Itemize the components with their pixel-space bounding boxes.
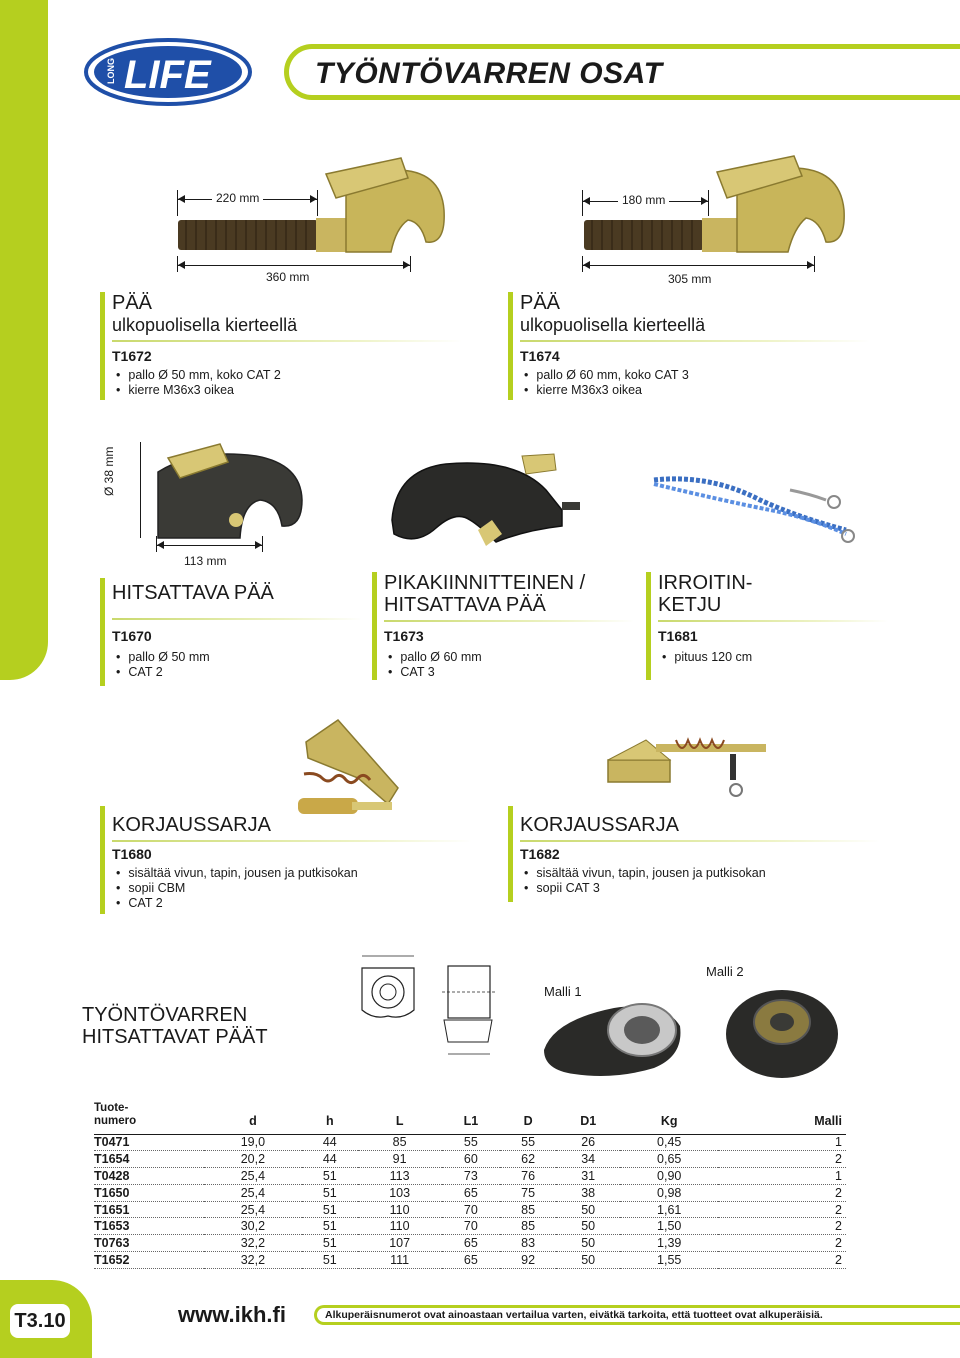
feature-list	[116, 368, 281, 398]
dimension-label: 113 mm	[180, 554, 230, 568]
table-cell: 51	[302, 1168, 358, 1185]
table-row	[94, 1235, 846, 1252]
divider	[520, 840, 880, 842]
table-row	[94, 1218, 846, 1235]
table-cell: 1,50	[620, 1218, 718, 1235]
table-cell: 76	[500, 1168, 556, 1185]
column-header: D	[500, 1096, 556, 1134]
product-code: T1680	[112, 846, 152, 862]
column-header: Kg	[620, 1096, 718, 1134]
feature-list	[116, 866, 358, 911]
table-cell: 1,61	[620, 1201, 718, 1218]
table-cell: 2	[718, 1151, 846, 1168]
table-cell: 25,4	[204, 1201, 302, 1218]
product-heading	[112, 292, 297, 336]
column-header: D1	[556, 1096, 620, 1134]
table-cell: 51	[302, 1235, 358, 1252]
table-row	[94, 1184, 846, 1201]
table-cell: 2	[718, 1252, 846, 1269]
table-cell: 0,90	[620, 1168, 718, 1185]
accent-bar	[372, 572, 377, 680]
table-cell: 0,98	[620, 1184, 718, 1201]
table-cell: 1,39	[620, 1235, 718, 1252]
product-card-t1672	[100, 292, 460, 400]
table-cell: 50	[556, 1218, 620, 1235]
table-cell: 44	[302, 1134, 358, 1151]
accent-bar	[100, 578, 105, 686]
table-cell: 50	[556, 1235, 620, 1252]
product-card-t1682	[508, 806, 878, 914]
product-card-t1681	[646, 572, 886, 680]
product-heading-line1: PIKAKIINNITTEINEN /	[384, 572, 586, 594]
feature-item: • sopii CAT 3	[524, 881, 766, 896]
product-code: T1670	[112, 628, 152, 644]
accent-bar	[646, 572, 651, 680]
product-heading-sub: ulkopuolisella kierteellä	[520, 315, 706, 335]
table-cell: 1,55	[620, 1252, 718, 1269]
logo-text-life: LIFE	[124, 53, 211, 97]
table-row	[94, 1151, 846, 1168]
product-number-cell: T0428	[94, 1168, 204, 1185]
dim-tick	[262, 536, 263, 552]
feature-list	[524, 866, 766, 896]
feature-item: • pituus 120 cm	[662, 650, 752, 665]
dim-tick	[708, 190, 709, 216]
dimension-line	[178, 265, 410, 266]
product-code: T1674	[520, 348, 560, 364]
dim-tick	[177, 190, 178, 216]
product-number-cell: T1654	[94, 1151, 204, 1168]
table-cell: 34	[556, 1151, 620, 1168]
product-heading-main: HITSATTAVA PÄÄ	[112, 582, 274, 604]
logo-text-long: LONG	[106, 58, 116, 84]
feature-list	[388, 650, 482, 680]
quick-hitch-hook-image	[386, 450, 586, 550]
table-body	[94, 1134, 846, 1268]
section-title-line2: HITSATTAVAT PÄÄT	[82, 1026, 268, 1048]
page-title: TYÖNTÖVARREN OSAT	[315, 57, 663, 90]
table-cell: 70	[442, 1218, 501, 1235]
table-cell: 70	[442, 1201, 501, 1218]
feature-item: • CAT 3	[388, 665, 482, 680]
dimension-label: 360 mm	[262, 270, 313, 284]
product-code: T1673	[384, 628, 424, 644]
column-header: L	[358, 1096, 442, 1134]
table-cell: 85	[358, 1134, 442, 1151]
feature-item: • sopii CBM	[116, 881, 358, 896]
table-cell: 107	[358, 1235, 442, 1252]
accent-bar	[100, 292, 105, 400]
product-card-t1670	[100, 578, 360, 686]
table-cell: 83	[500, 1235, 556, 1252]
table-cell: 50	[556, 1252, 620, 1269]
feature-item: • pallo Ø 50 mm, koko CAT 2	[116, 368, 281, 383]
disclaimer-note: Alkuperäisnumerot ovat ainoastaan vertailua varten, eivätkä tarkoita, että tuotteet ovat alkuperäisiä.	[314, 1305, 960, 1325]
feature-item: • sisältää vivun, tapin, jousen ja putkisokan	[116, 866, 358, 881]
weld-end-model1-image	[534, 990, 694, 1086]
table-cell: 1	[718, 1134, 846, 1151]
feature-list	[524, 368, 689, 398]
product-heading-main: KORJAUSSARJA	[112, 814, 271, 836]
table-row	[94, 1252, 846, 1269]
product-heading-main: KORJAUSSARJA	[520, 814, 679, 836]
product-heading	[658, 572, 752, 616]
table-cell: 0,65	[620, 1151, 718, 1168]
table-cell: 20,2	[204, 1151, 302, 1168]
table-cell: 25,4	[204, 1184, 302, 1201]
table-cell: 38	[556, 1184, 620, 1201]
divider	[112, 840, 472, 842]
divider	[112, 340, 462, 342]
table-cell: 44	[302, 1151, 358, 1168]
dimension-label: 305 mm	[664, 272, 715, 286]
table-cell: 85	[500, 1218, 556, 1235]
column-header: L1	[442, 1096, 501, 1134]
accent-bar	[508, 292, 513, 400]
dimension-label-vertical: Ø 38 mm	[102, 440, 116, 500]
column-header: h	[302, 1096, 358, 1134]
weld-end-model2-image	[720, 982, 850, 1086]
divider	[658, 620, 888, 622]
table-cell: 2	[718, 1235, 846, 1252]
product-heading-line2: HITSATTAVA PÄÄ	[384, 594, 546, 616]
repair-kit-image	[606, 730, 786, 802]
section-title-line1: TYÖNTÖVARREN	[82, 1004, 248, 1026]
product-heading	[520, 292, 705, 336]
table-cell: 2	[718, 1184, 846, 1201]
dim-tick	[410, 256, 411, 272]
feature-item: • pallo Ø 50 mm	[116, 650, 210, 665]
product-heading-main: PÄÄ	[520, 292, 561, 314]
column-header: d	[204, 1096, 302, 1134]
accent-bar	[508, 806, 513, 902]
divider	[384, 620, 634, 622]
technical-drawing	[352, 950, 502, 1062]
table-cell: 110	[358, 1218, 442, 1235]
divider	[112, 618, 362, 620]
product-heading-main: PÄÄ	[112, 292, 153, 314]
accent-bar	[100, 806, 105, 914]
product-number-cell: T1653	[94, 1218, 204, 1235]
page-number: T3.10	[10, 1304, 70, 1338]
product-heading-sub: ulkopuolisella kierteellä	[112, 315, 298, 335]
table-cell: 26	[556, 1134, 620, 1151]
feature-item: • pallo Ø 60 mm	[388, 650, 482, 665]
feature-item: • kierre M36x3 oikea	[116, 383, 281, 398]
dim-tick	[140, 442, 141, 538]
table-cell: 51	[302, 1218, 358, 1235]
weld-on-hook-image	[156, 442, 306, 542]
table-cell: 60	[442, 1151, 501, 1168]
table-row	[94, 1201, 846, 1218]
column-header: Tuote- numero	[94, 1096, 204, 1134]
product-heading	[384, 572, 585, 616]
product-code: T1672	[112, 348, 152, 364]
dimension-label: 180 mm	[618, 193, 669, 207]
dim-tick	[814, 256, 815, 272]
side-accent-band	[0, 0, 48, 680]
column-header: Malli	[718, 1096, 846, 1134]
table-cell: 50	[556, 1201, 620, 1218]
table-cell: 92	[500, 1252, 556, 1269]
release-chain-image	[650, 470, 860, 550]
table-cell: 31	[556, 1168, 620, 1185]
section-title	[82, 1004, 268, 1048]
product-card-t1680	[100, 806, 470, 914]
product-heading	[112, 814, 271, 836]
feature-list	[116, 650, 210, 680]
table-cell: 51	[302, 1184, 358, 1201]
feature-item: • CAT 2	[116, 665, 210, 680]
model-label: Malli 2	[706, 964, 744, 979]
product-heading	[520, 814, 679, 836]
feature-item: • CAT 2	[116, 896, 358, 911]
product-card-t1673	[372, 572, 632, 680]
table-cell: 0,45	[620, 1134, 718, 1151]
table-cell: 32,2	[204, 1235, 302, 1252]
hitch-hook-threaded-image	[176, 150, 466, 262]
table-cell: 51	[302, 1252, 358, 1269]
table-cell: 73	[442, 1168, 501, 1185]
product-heading-line1: IRROITIN-	[658, 572, 753, 594]
page-title-box	[284, 44, 960, 100]
product-card-t1674	[508, 292, 868, 400]
table-cell: 113	[358, 1168, 442, 1185]
dim-tick	[317, 190, 318, 216]
feature-item: • pallo Ø 60 mm, koko CAT 3	[524, 368, 689, 383]
product-heading	[112, 582, 274, 604]
dimension-label: 220 mm	[212, 191, 263, 205]
dimension-line	[583, 265, 814, 266]
product-number-cell: T1650	[94, 1184, 204, 1201]
table-cell: 19,0	[204, 1134, 302, 1151]
product-number-cell: T1651	[94, 1201, 204, 1218]
product-code: T1681	[658, 628, 698, 644]
table-cell: 65	[442, 1252, 501, 1269]
feature-list	[662, 650, 752, 665]
divider	[520, 340, 870, 342]
table-cell: 25,4	[204, 1168, 302, 1185]
product-number-cell: T1652	[94, 1252, 204, 1269]
table-cell: 55	[500, 1134, 556, 1151]
table-cell: 32,2	[204, 1252, 302, 1269]
longlife-logo	[84, 38, 252, 106]
feature-item: • sisältää vivun, tapin, jousen ja putkisokan	[524, 866, 766, 881]
website-url[interactable]: www.ikh.fi	[178, 1302, 286, 1327]
table-cell: 91	[358, 1151, 442, 1168]
table-cell: 2	[718, 1201, 846, 1218]
product-number-cell: T0763	[94, 1235, 204, 1252]
dimension-line	[157, 545, 262, 546]
model-label: Malli 1	[544, 984, 582, 999]
table-cell: 111	[358, 1252, 442, 1269]
table-cell: 65	[442, 1235, 501, 1252]
table-row	[94, 1134, 846, 1151]
table-cell: 110	[358, 1201, 442, 1218]
table-cell: 62	[500, 1151, 556, 1168]
table-cell: 65	[442, 1184, 501, 1201]
table-cell: 30,2	[204, 1218, 302, 1235]
table-cell: 75	[500, 1184, 556, 1201]
product-number-cell: T0471	[94, 1134, 204, 1151]
table-cell: 103	[358, 1184, 442, 1201]
product-heading-line2: KETJU	[658, 594, 722, 616]
table-cell: 85	[500, 1201, 556, 1218]
table-cell: 1	[718, 1168, 846, 1185]
table-cell: 51	[302, 1201, 358, 1218]
specification-table	[94, 1096, 846, 1269]
feature-item: • kierre M36x3 oikea	[524, 383, 689, 398]
table-header-row	[94, 1096, 846, 1134]
product-code: T1682	[520, 846, 560, 862]
table-cell: 2	[718, 1218, 846, 1235]
table-row	[94, 1168, 846, 1185]
table-cell: 55	[442, 1134, 501, 1151]
page-number-badge	[0, 1280, 92, 1358]
